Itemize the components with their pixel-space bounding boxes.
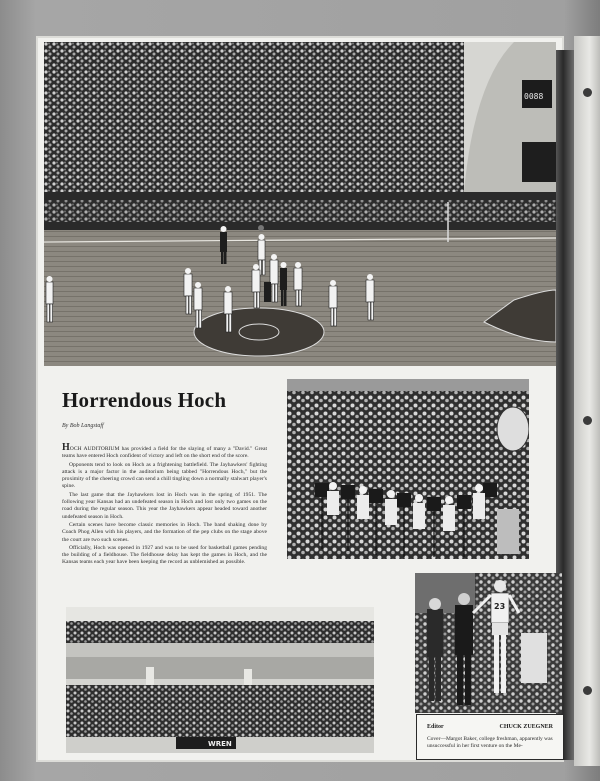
band-photo xyxy=(287,379,529,559)
binder-hole xyxy=(583,416,592,425)
binder-hole xyxy=(583,88,592,97)
paragraph-text: OCH AUDITORIUM has provided a field for the slaying of many a "David." Great teams have entered Hoch confident of victory and left on the short end of the score. xyxy=(62,446,267,460)
article-paragraph: The last game that the Jayhawkers lost in Hoch was in the spring of 1951. The following year Kansas had an undefeated season in Hoch and lost only two games on the road during the regular season. This year the Jayhawkers appear headed toward another undefeated season in Hoch. xyxy=(62,491,267,520)
binder-hole xyxy=(583,686,592,695)
article-title: Horrendous Hoch xyxy=(62,388,227,412)
jersey-number: 23 xyxy=(494,602,506,611)
editor-box xyxy=(416,714,564,760)
player-photo xyxy=(415,573,562,713)
article-paragraph: Certain scenes have become classic memories in Hoch. The band shaking done by Coach Phog Allen with his players, and the formation of the pep clubs on the stage above the court are two such scenes. xyxy=(62,521,267,543)
binding-edge xyxy=(574,36,600,766)
auditorium-photo xyxy=(66,607,374,753)
cover-caption: Cover—Margot Baker, college freshman, apparently was unsuccessful in her first venture on the Me- xyxy=(427,736,553,749)
article-paragraph: Officially, Hoch was opened in 1927 and was to be used for basketball games pending the building of a fieldhouse. The fieldhouse delay has kept the games in Hoch, and the Kansas teams each year have been keeping the record as unblemished as possible. xyxy=(62,544,267,566)
article-paragraph xyxy=(62,444,267,461)
drop-cap: H xyxy=(62,442,70,453)
tipoff-photo xyxy=(44,42,556,366)
editor-name: CHUCK ZUEGNER xyxy=(499,724,553,730)
editor-label: Editor xyxy=(427,724,444,730)
banner-text: WREN xyxy=(208,740,232,748)
article-byline: By Bob Langstaff xyxy=(62,423,104,429)
scoreboard-digits: 0088 xyxy=(524,92,544,101)
article-body xyxy=(62,444,267,568)
article-paragraph: Opponents tend to look on Hoch as a frightening battlefield. The Jayhawkers' fighting attack is a major factor in the auditorium being tabbed "Horrendous Hoch," but the proximity of the cheering crowd can send a chill tingling down a normally stalwart player's spine. xyxy=(62,461,267,490)
